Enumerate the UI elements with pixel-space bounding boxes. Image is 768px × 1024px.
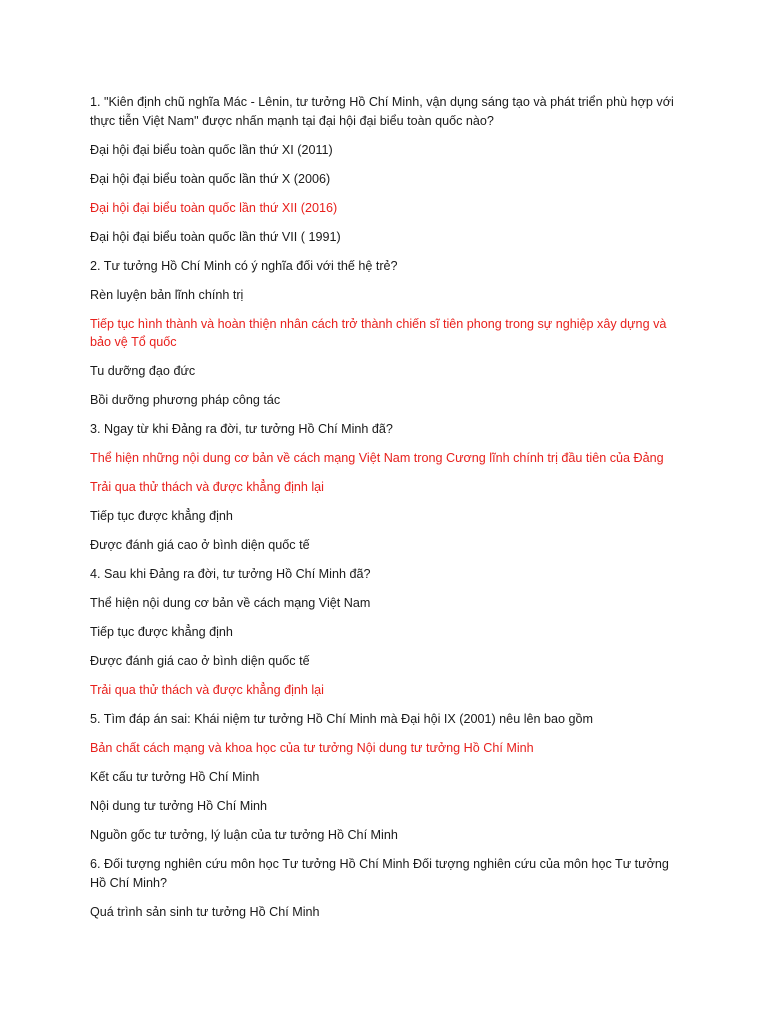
- answer-option: Rèn luyện bản lĩnh chính trị: [90, 287, 244, 302]
- answer-option: Nội dung tư tưởng Hồ Chí Minh: [90, 799, 268, 813]
- question-text: 1. "Kiên định chũ nghĩa Mác - Lênin, tư tưởng Hồ Chí Minh, vận dụng sáng tạo và phát triển phù hợp với thực tiễn Việt Nam" được nhấn mạnh tại đại hội đại biểu toàn quốc nào?: [90, 95, 674, 128]
- answer-option: Kết cấu tư tưởng Hồ Chí Minh: [90, 770, 260, 784]
- question-text: 4. Sau khi Đảng ra đời, tư tưởng Hồ Chí Minh đã?: [90, 567, 371, 581]
- answer-option: Được đánh giá cao ở bình diện quốc tế: [90, 654, 310, 668]
- answer-option: Nguồn gốc tư tưởng, lý luận của tư tưởng Hồ Chí Minh: [90, 828, 398, 842]
- answer-option: Tiếp tục được khẳng định: [90, 509, 233, 523]
- answer-option: Thể hiện nội dung cơ bản về cách mạng Việt Nam: [90, 596, 371, 610]
- answer-option: Đại hội đại biểu toàn quốc lần thứ XI (2011): [90, 142, 333, 157]
- question-text: 6. Đối tượng nghiên cứu môn học Tư tưởng Hồ Chí Minh Đối tượng nghiên cứu của môn học Tư tưởng Hồ Chí Minh?: [90, 857, 669, 890]
- question-text: 3. Ngay từ khi Đảng ra đời, tư tưởng Hồ Chí Minh đã?: [90, 422, 393, 436]
- document-body: [90, 93, 680, 932]
- answer-option: Đại hội đại biểu toàn quốc lần thứ VII ( 1991): [90, 229, 341, 244]
- answer-option-highlighted: Thể hiện những nội dung cơ bản về cách mạng Việt Nam trong Cương lĩnh chính trị đầu tiên của Đảng: [90, 451, 664, 465]
- answer-option: Tu dưỡng đạo đức: [90, 364, 196, 378]
- answer-option: Tiếp tục được khẳng định: [90, 625, 233, 639]
- question-text: 2. Tư tưởng Hồ Chí Minh có ý nghĩa đối với thế hệ trẻ?: [90, 258, 398, 273]
- answer-option-highlighted: Trải qua thử thách và được khẳng định lại: [90, 480, 324, 494]
- answer-option-highlighted: Bản chất cách mạng và khoa học của tư tưởng Nội dung tư tưởng Hồ Chí Minh: [90, 741, 534, 755]
- answer-option-highlighted: Tiếp tục hình thành và hoàn thiện nhân cách trở thành chiến sĩ tiên phong trong sự nghiệp xây dựng và bảo vệ Tổ quốc: [90, 316, 667, 349]
- answer-option-highlighted: Đại hội đại biểu toàn quốc lần thứ XII (2016): [90, 200, 338, 215]
- answer-option: Quá trình sản sinh tư tưởng Hồ Chí Minh: [90, 904, 320, 919]
- answer-option: Được đánh giá cao ở bình diện quốc tế: [90, 538, 310, 552]
- answer-option: Đại hội đại biểu toàn quốc lần thứ X (2006): [90, 171, 331, 186]
- question-text: 5. Tìm đáp án sai: Khái niệm tư tưởng Hồ Chí Minh mà Đại hội IX (2001) nêu lên bao gồm: [90, 712, 594, 726]
- answer-option: Bồi dưỡng phương pháp công tác: [90, 393, 281, 407]
- answer-option-highlighted: Trải qua thử thách và được khẳng định lại: [90, 683, 324, 697]
